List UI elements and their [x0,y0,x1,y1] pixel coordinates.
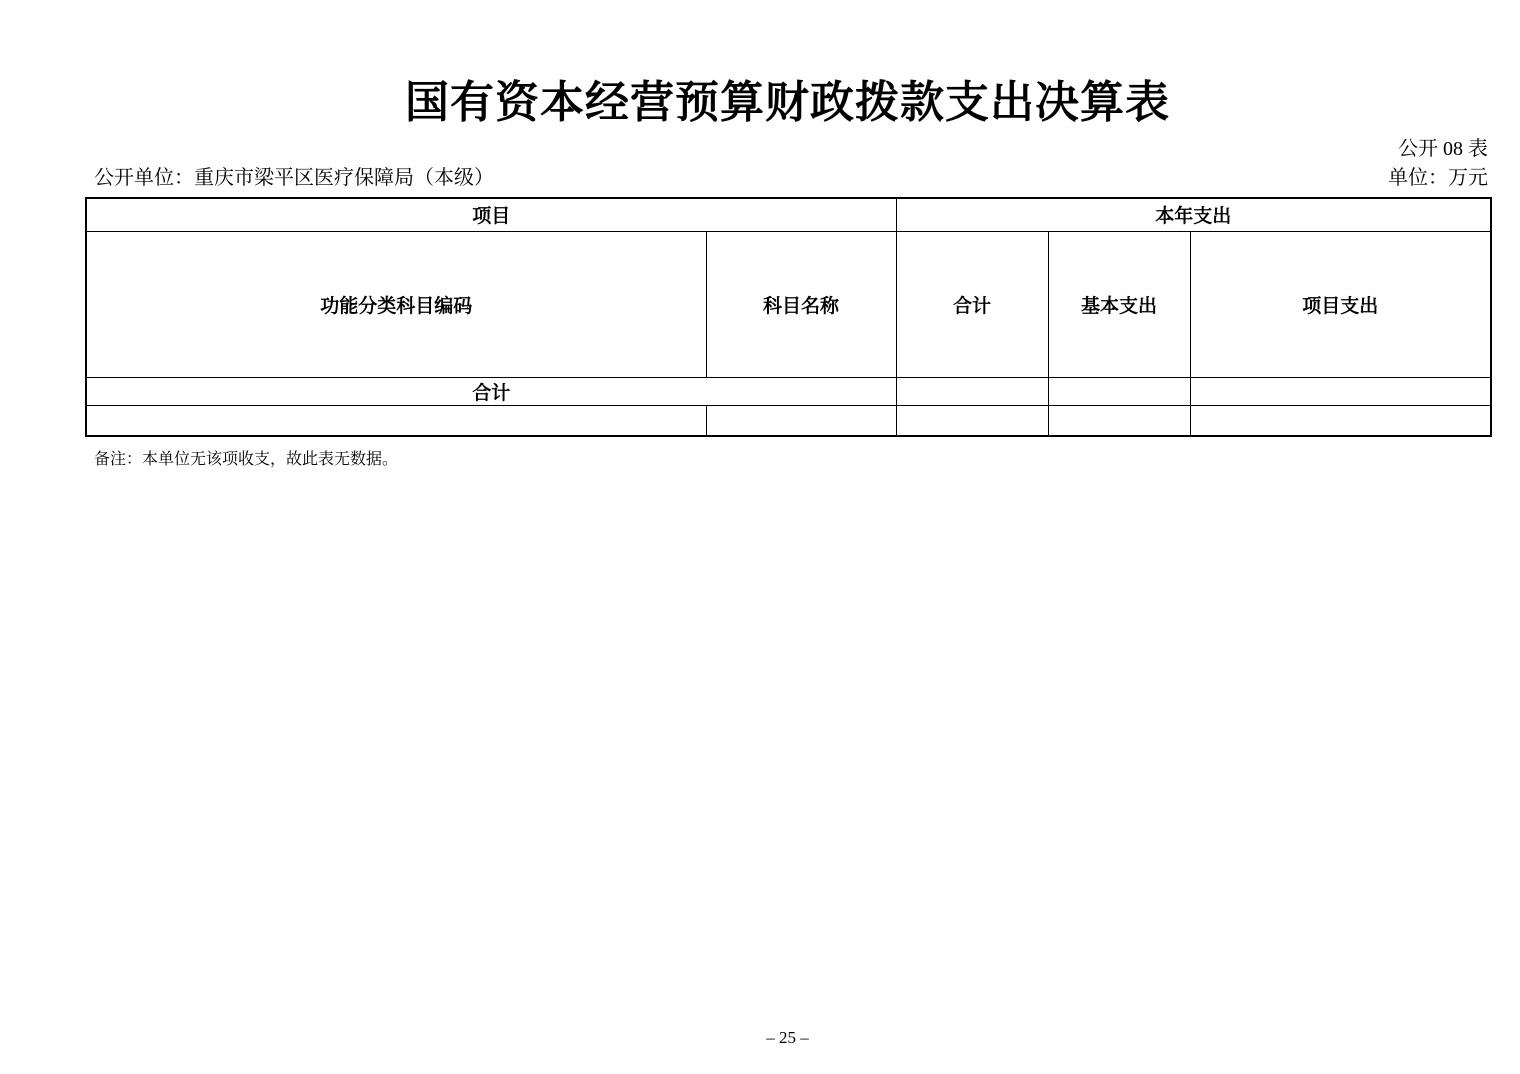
group-header-current-year-expenditure: 本年支出 [896,198,1491,231]
table-group-header-row [86,198,1491,231]
col-header-project-expenditure: 项目支出 [1190,231,1491,377]
col-header-subject-name: 科目名称 [706,231,896,377]
total-row-label: 合计 [86,377,896,405]
data-row-total-cell [896,405,1048,436]
meta-row [85,166,1490,190]
group-header-project: 项目 [86,198,896,231]
data-row-basic-expenditure-cell [1048,405,1190,436]
col-header-function-code: 功能分类科目编码 [86,231,706,377]
publishing-unit-label: 公开单位：重庆市梁平区医疗保障局（本级） [94,167,494,189]
page-title: 国有资本经营预算财政拨款支出决算表 [405,78,1170,127]
document-content [85,0,1490,470]
data-row-subject-name-cell [706,405,896,436]
currency-unit-label: 单位：万元 [1388,167,1488,189]
note-text: 备注：本单位无该项收支，故此表无数据。 [94,451,399,468]
total-row-project-expenditure-cell [1190,377,1491,405]
col-header-total: 合计 [896,231,1048,377]
col-header-basic-expenditure: 基本支出 [1048,231,1190,377]
total-row-total-cell [896,377,1048,405]
data-row-project-expenditure-cell [1190,405,1491,436]
page-number: – 25 – [766,1028,809,1047]
data-row-function-code-cell [86,405,706,436]
table-data-row [86,405,1491,436]
table-total-row [86,377,1491,405]
table-number-label: 公开 08 表 [1398,138,1488,160]
budget-table [85,197,1492,437]
total-row-basic-expenditure-cell [1048,377,1190,405]
table-column-header-row [86,231,1491,377]
